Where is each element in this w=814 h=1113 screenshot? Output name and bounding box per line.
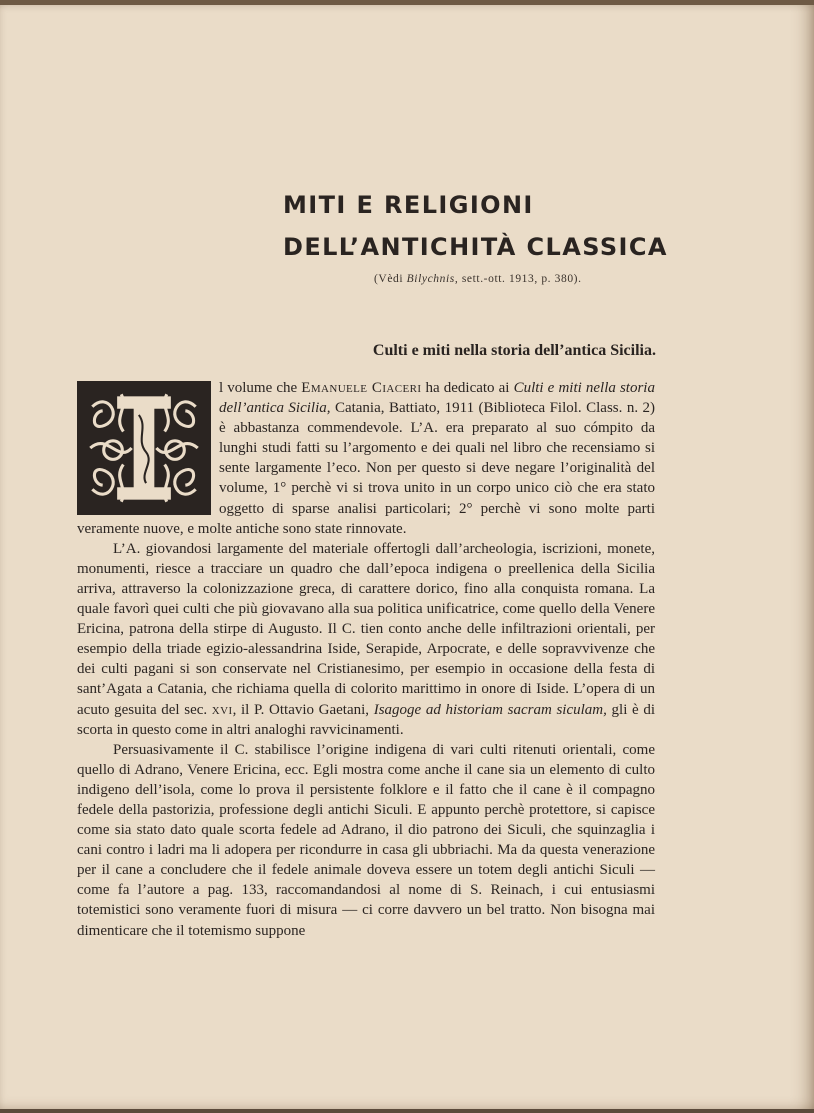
title-line-1: MITI E RELIGIONI (283, 191, 534, 219)
source-note (374, 273, 582, 285)
paragraph-3: Persuasivamente il C. stabilisce l’origine indigena di vari culti ritenuti orientali, come quello di Adrano, Venere Ericina, ecc. Egli mostra come anche il cane sia un elemento di culto indigeno dell’isola, come lo prova il persistente folklore e il fatto che il cane è il compagno fedele della pastorizia, professione degli antichi Siculi. E appunto perchè protettore, si capisce come sia stato dato quale scorta fedele ad Adrano, il dio patrono dei Siculi, che squinzaglia i cani contro i ladri ma li adopera per ricondurre in casa gli ubbriachi. Ma da questa venerazione per il cane a concludere che il fedele animale doveva essere un totem degli antichi Siculi — come fa l’autore a pag. 133, raccomandandosi al nome di S. Reinach, i cui entusiasmi totemistici sono veramente fuori di misura — ci corre davvero un bel tratto. Non bisogna mai dimenticare che il totemismo suppone (77, 741, 655, 939)
paragraph-2-text-a: L’A. giovandosi largamente del materiale offertogli dall’archeologia, iscrizioni, monete, monumenti, riesce a tracciare un quadro che dall’epoca indigena o preellenica della Sicilia arriva, attraverso la colonizzazione greca, di carattere dorico, fino alla conquista romana. La quale favorì quei culti che più giovavano alla sua politica unificatrice, come quello della Venere Ericina, patrona della stirpe di Augusto. Il C. tien conto anche delle infiltrazioni orientali, per esempio della triade egizio-alessandrina Iside, Serapide, Arpocrate, e delle sopravvivenze che dei culti pagani si son conservate nel Cristianesimo, per esempio in occasione della festa di sant’Agata a Catania, che richiama quella di colorito marittimo in onore di Iside. L’opera di un acuto gesuita del sec. (77, 540, 655, 718)
source-note-prefix: (Vèdi (374, 273, 407, 285)
century-numeral: xvi (211, 701, 233, 718)
book-title: Culti e miti nella storia dell’antica Sicilia, (219, 380, 655, 417)
article-title (283, 184, 668, 268)
paragraph-2-text-b: , il P. Ottavio Gaetani, (232, 701, 374, 718)
ornamental-initial (77, 381, 211, 515)
paragraph-1-text-b: ha dedicato ai (421, 380, 514, 396)
paragraph-1-text-c: Catania, Battiato, 1911 (Biblioteca Filol. Class. n. 2) è abbastanza commendevole. L’A. era preparato al suo cómpito da lunghi studi fatti su l’argomento e dei quali nel libro che recensiamo si sente largamente l’eco. Non per questo si deve negare l’originalità del volume, 1° perchè vi si trova unito in un corpo unico ciò che era stato oggetto di sparse analisi particolari; 2° perchè vi sono molte parti veramente nuove, e molte antiche sono state rinnovate. (77, 400, 655, 537)
ornamental-initial-i-icon (82, 386, 206, 510)
paragraph-2 (77, 539, 655, 740)
source-note-suffix: sett.-ott. 1913, p. 380). (458, 273, 582, 285)
title-line-2: DELL’ANTICHITÀ CLASSICA (283, 233, 668, 261)
paragraph-2-text-c: gli è di scorta in questo come in altri analoghi ravvicinamenti. (77, 701, 655, 738)
article-body (77, 378, 655, 941)
paragraph-1-text-a: l volume che (219, 380, 302, 396)
author-name: Emanuele Ciaceri (301, 380, 422, 396)
section-heading: Culti e miti nella storia dell’antica Sicilia. (372, 342, 656, 359)
work-title: Isagoge ad historiam sacram siculam, (373, 701, 607, 718)
source-note-journal: Bilychnis, (406, 273, 459, 285)
